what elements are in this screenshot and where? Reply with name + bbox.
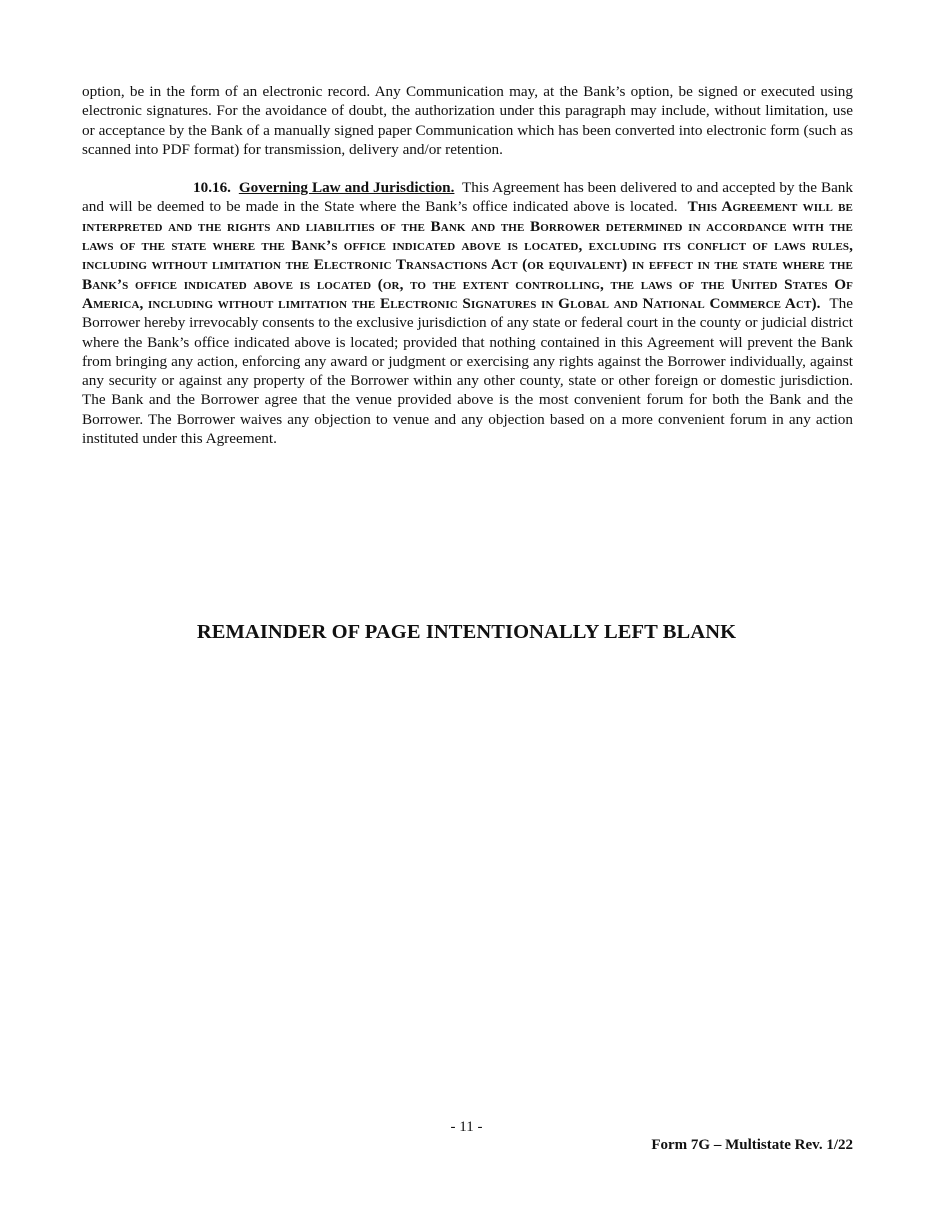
- form-identifier: Form 7G – Multistate Rev. 1/22: [651, 1137, 853, 1153]
- continuation-paragraph: option, be in the form of an electronic record. Any Communication may, at the Bank’s option, be signed or executed using electronic signatures. For the avoidance of doubt, the authorization under this paragraph may include, without limitation, use or acceptance by the Bank of a manually signed paper Communication which has been converted into electronic form (such as scanned into PDF format) for transmission, delivery and/or retention.: [82, 83, 853, 158]
- page-number: - 11 -: [450, 1119, 483, 1135]
- section-title: Governing Law and Jurisdiction.: [238, 179, 455, 197]
- section-caps-text: This Agreement will be interpreted and the rights and liabilities of the Bank and the Borrower determined in accordance with the laws of the state where the Bank’s office indicated above is located, excluding its conflict of laws rules, including without limitation the Electronic Transactions Act (or equivalent) in effect in the state where the Bank’s office indicated above is located (or, to the extent controlling, the laws of the United States Of America, including without limitation the Electronic Signatures in Global and National Commerce Act).: [82, 198, 853, 312]
- section-number: 10.16.: [193, 179, 231, 197]
- section-body-text: The Borrower hereby irrevocably consents to the exclusive jurisdiction of any state or federal court in the county or judicial district where the Bank’s office indicated above is located; provided that nothing contained in this Agreement will prevent the Bank from bringing any action, enforcing any award or judgment or exercising any rights against the Borrower individually, against any security or against any property of the Borrower within any other county, state or other foreign or domestic jurisdiction. The Bank and the Borrower agree that the venue provided above is the most convenient forum for both the Bank and the Borrower. The Borrower waives any objection to venue and any objection based on a more convenient forum in any action instituted under this Agreement.: [82, 294, 853, 448]
- section-10-16-paragraph: [82, 178, 853, 448]
- document-body: [82, 82, 853, 448]
- section-intro-text: This Agreement has been delivered to and accepted by the Bank and will be deemed to be made in the State where the Bank’s office indicated above is located.: [82, 179, 853, 216]
- blank-notice: REMAINDER OF PAGE INTENTIONALLY LEFT BLANK: [196, 621, 737, 643]
